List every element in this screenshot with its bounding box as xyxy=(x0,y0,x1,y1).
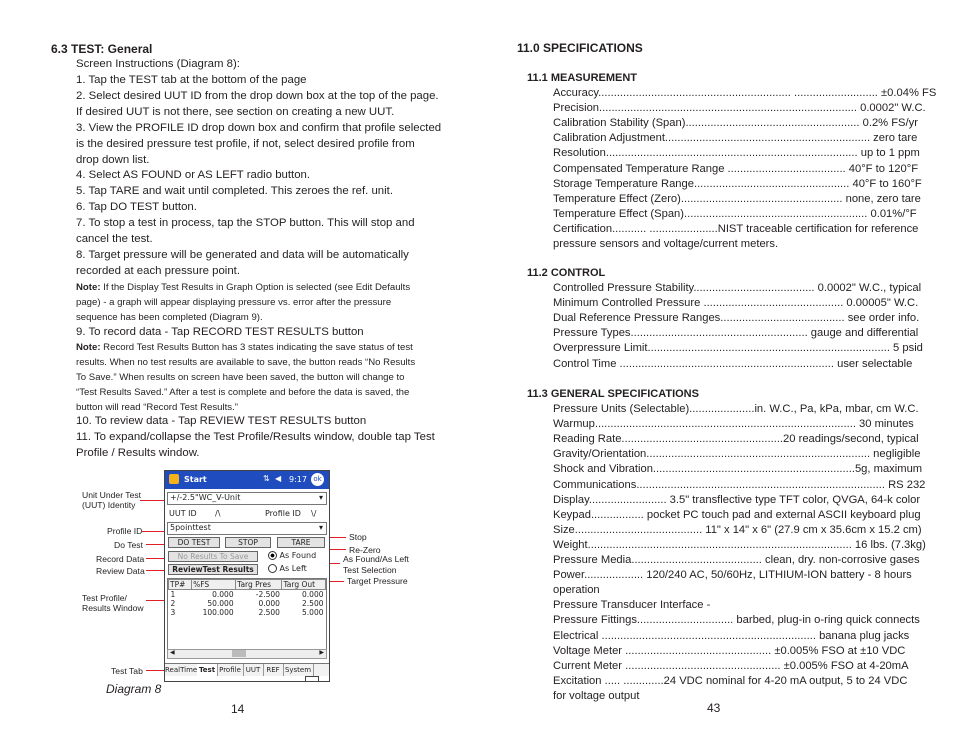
note-1 xyxy=(76,280,410,325)
tab-test[interactable]: Test xyxy=(197,664,218,676)
control-title: 11.2 CONTROL xyxy=(527,267,606,279)
spec-line: Communications................................................................................ RS 232 xyxy=(553,478,926,491)
tab-ref[interactable]: REF xyxy=(263,664,284,676)
callout-do-test: Do Test xyxy=(114,540,143,550)
callout-stop: Stop xyxy=(349,532,367,542)
record-results-button[interactable]: No Results To Save xyxy=(168,551,258,562)
table-cell: 0.000 xyxy=(212,590,234,599)
table-cell: 100.000 xyxy=(202,608,234,617)
intro-text: Screen Instructions (Diagram 8): xyxy=(76,58,240,70)
spec-line: Pressure Fittings............................... barbed, plug-in o-ring quick connects xyxy=(553,614,920,627)
spec-line: Accuracy.............................................................. ........................... ±0.04% FS xyxy=(553,87,937,99)
spec-line: pressure sensors and voltage/current meters. xyxy=(553,238,779,250)
table-cell: 2.500 xyxy=(258,608,280,617)
callout-text: Unit Under Test xyxy=(82,490,142,500)
tab-bar xyxy=(165,663,329,676)
spec-line: Reading Rate....................................................20 readings/second, typical xyxy=(553,433,919,446)
profile-id-label: Profile ID xyxy=(265,509,301,518)
keyboard-icon[interactable] xyxy=(305,676,319,682)
as-left-radio[interactable] xyxy=(268,564,307,573)
callout-as-found-left: As Found/As Left xyxy=(343,554,409,564)
step-11-line: 11. To expand/collapse the Test Profile/Results window, double tap Test xyxy=(76,431,435,443)
table-cell: 50.000 xyxy=(207,599,234,608)
step-11 xyxy=(76,430,435,462)
scroll-left-icon[interactable]: ◀ xyxy=(170,649,175,656)
pda-titlebar xyxy=(165,471,329,489)
note-text: “Test Results Saved.” After a test is complete and before the data is saved, the xyxy=(76,387,410,398)
cursor-icon: /\ xyxy=(215,509,221,518)
pda-screenshot xyxy=(164,470,330,682)
callout-review-data: Review Data xyxy=(96,566,145,576)
spec-line: Certification........... ......................NIST traceable certification for reference xyxy=(553,222,919,235)
spec-line: Minimum Controlled Pressure ............................................. 0.00005" W.C. xyxy=(553,297,919,310)
profile-dropdown-value: 5pointtest xyxy=(170,523,211,532)
uut-id-label: UUT ID xyxy=(169,509,197,518)
spec-line: operation xyxy=(553,584,600,597)
spec-line: Precision................................................................................... 0.0002" W.C. xyxy=(553,102,926,115)
connectivity-icon: ⇅ xyxy=(263,474,270,483)
radio-empty-icon[interactable] xyxy=(268,564,277,573)
chevron-down-icon: ▾ xyxy=(318,523,323,532)
callout-test-selection: Test Selection xyxy=(343,565,397,575)
clock: 9:17 xyxy=(289,475,307,484)
step-line: 8. Target pressure will be generated and data will be automatically xyxy=(76,248,409,261)
tab-realtime[interactable]: RealTime xyxy=(165,666,198,674)
step-line: recorded at each pressure point. xyxy=(76,264,240,277)
tab-system[interactable]: System xyxy=(283,664,314,676)
note-text: results. When no test results are available to save, the button reads “No Results xyxy=(76,357,416,368)
chevron-down-icon: ▾ xyxy=(318,493,323,502)
spec-line: Compensated Temperature Range ...................................... 40°F to 120°F xyxy=(553,162,919,175)
spec-line: Storage Temperature Range.................................................. 40°F to 160°F xyxy=(553,177,922,190)
do-test-button[interactable]: DO TEST xyxy=(168,537,220,548)
section-title: 6.3 TEST: General xyxy=(51,42,153,56)
page-number-right: 43 xyxy=(707,701,721,715)
spec-line: Power................... 120/240 AC, 50/60Hz, LITHIUM-ION battery - 8 hours xyxy=(553,569,912,582)
spec-line: Controlled Pressure Stability....................................... 0.0002" W.C., typical xyxy=(553,282,922,294)
table-cell: 5.000 xyxy=(302,608,324,617)
as-left-label: As Left xyxy=(279,564,307,573)
table-cell: 2 xyxy=(170,599,176,608)
page-number-left: 14 xyxy=(231,702,245,716)
callout-uut xyxy=(82,490,141,510)
uut-dropdown-value: +/-2.5"WC_V-Unit xyxy=(170,493,241,502)
chevron-down-icon: \/ xyxy=(311,509,317,518)
review-results-button[interactable]: ReviewTest Results xyxy=(168,564,258,575)
spec-line: Keypad................. pocket PC touch pad and external ASCII keyboard plug xyxy=(553,508,921,521)
uut-dropdown[interactable] xyxy=(167,492,327,505)
step-9: 9. To record data - Tap RECORD TEST RESULTS button xyxy=(76,326,364,338)
column-header[interactable]: Targ Pres xyxy=(236,580,282,590)
note-label: Note: xyxy=(76,282,101,293)
table-row[interactable] xyxy=(169,608,326,617)
step-line: cancel the test. xyxy=(76,233,153,246)
spec-line: Gravity/Orientation........................................................................ negligible xyxy=(553,448,921,461)
callout-text: Results Window xyxy=(82,603,144,613)
step-line: is the desired pressure test profile, if not, select desired profile from xyxy=(76,137,415,150)
table-row[interactable] xyxy=(169,590,326,600)
spec-line: Calibration Stability (Span)........................................................ 0.2% FS/yr xyxy=(553,117,918,130)
general-title: 11.3 GENERAL SPECIFICATIONS xyxy=(527,388,699,400)
spec-line: Voltage Meter ............................................... ±0.005% FSO at ±10 VDC xyxy=(553,644,906,657)
step-line: 6. Tap DO TEST button. xyxy=(76,201,197,214)
table-cell: 0.000 xyxy=(302,590,324,599)
note-text: sequence has been completed (Diagram 9). xyxy=(76,312,263,323)
windows-flag-icon[interactable] xyxy=(169,474,179,484)
table-row[interactable] xyxy=(169,599,326,608)
results-window[interactable] xyxy=(167,578,327,650)
column-header[interactable]: TP# xyxy=(169,580,192,590)
spec-line: Warmup.................................................................................... 30 minutes xyxy=(553,418,914,431)
spec-line: Weight..................................................................................... 16 lbs. (7.3kg) xyxy=(553,538,926,551)
step-line: 3. View the PROFILE ID drop down box and confirm that profile selected xyxy=(76,121,442,134)
radio-selected-icon[interactable] xyxy=(268,551,277,560)
step-11-line: Profile / Results window. xyxy=(76,446,200,459)
measurement-title: 11.1 MEASUREMENT xyxy=(527,72,638,84)
spec-line: Temperature Effect (Span)........................................................... 0.01%/°F xyxy=(553,207,917,220)
diagram-caption: Diagram 8 xyxy=(106,682,162,696)
note-text: To Save.” When results on screen have been saved, the button will change to xyxy=(76,372,405,383)
as-found-label: As Found xyxy=(279,551,317,560)
step-list xyxy=(76,73,441,280)
spec-line: Size......................................... 11" x 14" x 6" (27.9 cm x 35.6cm x 15.2 cm) xyxy=(553,523,922,536)
tab-profile[interactable]: Profile xyxy=(217,664,244,676)
volume-icon: ◀ xyxy=(275,474,282,483)
as-found-radio[interactable] xyxy=(268,551,316,560)
callout-profile-id: Profile ID xyxy=(107,526,143,536)
scroll-thumb[interactable] xyxy=(232,650,246,657)
note-2 xyxy=(76,340,415,415)
step-line: 1. Tap the TEST tab at the bottom of the page xyxy=(76,74,307,86)
spec-line: Overpressure Limit.............................................................................. 5 psid xyxy=(553,342,923,355)
spec-line: Control Time ..................................................................... user selectable xyxy=(553,357,913,370)
spec-line: Excitation ..... .............24 VDC nominal for 4-20 mA output, 5 to 24 VDC xyxy=(553,674,908,687)
callout-text: (UUT) Identity xyxy=(82,500,136,510)
spec-line: Pressure Units (Selectable).....................in. W.C., Pa, kPa, mbar, cm W.C. xyxy=(553,403,919,415)
spec-line: for voltage output xyxy=(553,689,640,702)
profile-dropdown[interactable] xyxy=(167,522,327,535)
spec-line: Temperature Effect (Zero).................................................... none, zero tare xyxy=(553,192,921,205)
start-label[interactable]: Start xyxy=(184,475,207,484)
tare-button[interactable]: TARE xyxy=(277,537,325,548)
callout-re-zero: Re-Zero xyxy=(349,545,381,555)
note-text: page) - a graph will appear displaying pressure vs. error after the pressure xyxy=(76,297,392,308)
spec-line: Current Meter .................................................. ±0.005% FSO at 4-20mA xyxy=(553,659,909,672)
table-cell: 0.000 xyxy=(258,599,280,608)
callout-target-pressure: Target Pressure xyxy=(347,576,408,586)
step-line: 2. Select desired UUT ID from the drop down box at the top of the page. xyxy=(76,89,439,102)
table-cell: -2.500 xyxy=(255,590,280,599)
note-text: If the Display Test Results in Graph Option is selected (see Edit Defaults xyxy=(100,282,411,293)
callout-record-data: Record Data xyxy=(96,554,145,564)
callout-test-profile xyxy=(82,593,144,613)
spec-line: Pressure Media.......................................... clean, dry. non-corrosive gases xyxy=(553,554,920,566)
spec-line: Dual Reference Pressure Ranges........................................ see order info. xyxy=(553,312,920,325)
table-cell: 3 xyxy=(170,608,176,617)
step-line: drop down list. xyxy=(76,153,150,166)
step-line: 4. Select AS FOUND or AS LEFT radio button. xyxy=(76,169,311,182)
step-10: 10. To review data - Tap REVIEW TEST RESULTS button xyxy=(76,415,367,427)
table-cell: 2.500 xyxy=(302,599,324,608)
spec-line: Display......................... 3.5" transflective type TFT color, QVGA, 64-k color xyxy=(553,493,921,506)
callout-text: Test Profile/ xyxy=(82,593,127,603)
spec-line: Electrical ..................................................................... banana plug jacks xyxy=(553,629,910,642)
horizontal-scrollbar[interactable] xyxy=(167,649,327,659)
tab-uut[interactable]: UUT xyxy=(243,664,264,676)
spec-line: Calibration Adjustment.................................................................. zero tare xyxy=(553,132,918,145)
spec-line: Shock and Vibration.................................................................5g, maximum xyxy=(553,463,923,476)
spec-line: Pressure Transducer Interface - xyxy=(553,599,711,612)
callout-test-tab: Test Tab xyxy=(111,666,143,676)
note-text: button will read “Record Test Results.” xyxy=(76,402,238,413)
note-label: Note: xyxy=(76,342,101,353)
results-table xyxy=(168,579,326,617)
table-cell: 1 xyxy=(170,590,176,599)
stop-button[interactable]: STOP xyxy=(225,537,271,548)
spec-line: Pressure Types......................................................... gauge and differential xyxy=(553,327,919,340)
step-line: 5. Tap TARE and wait until completed. This zeroes the ref. unit. xyxy=(76,185,393,198)
step-line: If desired UUT is not there, see section on creating a new UUT. xyxy=(76,105,395,118)
ok-button[interactable]: ok xyxy=(311,473,324,486)
scroll-right-icon[interactable]: ▶ xyxy=(319,649,324,656)
spec-title: 11.0 SPECIFICATIONS xyxy=(517,41,643,55)
column-header[interactable]: Targ Out xyxy=(282,580,326,590)
spec-line: Resolution................................................................................. up to 1 ppm xyxy=(553,147,920,160)
right-page xyxy=(477,0,954,738)
step-line: 7. To stop a test in process, tap the STOP button. This will stop and xyxy=(76,217,415,230)
column-header[interactable]: %FS xyxy=(192,580,236,590)
note-text: Record Test Results Button has 3 states indicating the save status of test xyxy=(100,342,413,353)
